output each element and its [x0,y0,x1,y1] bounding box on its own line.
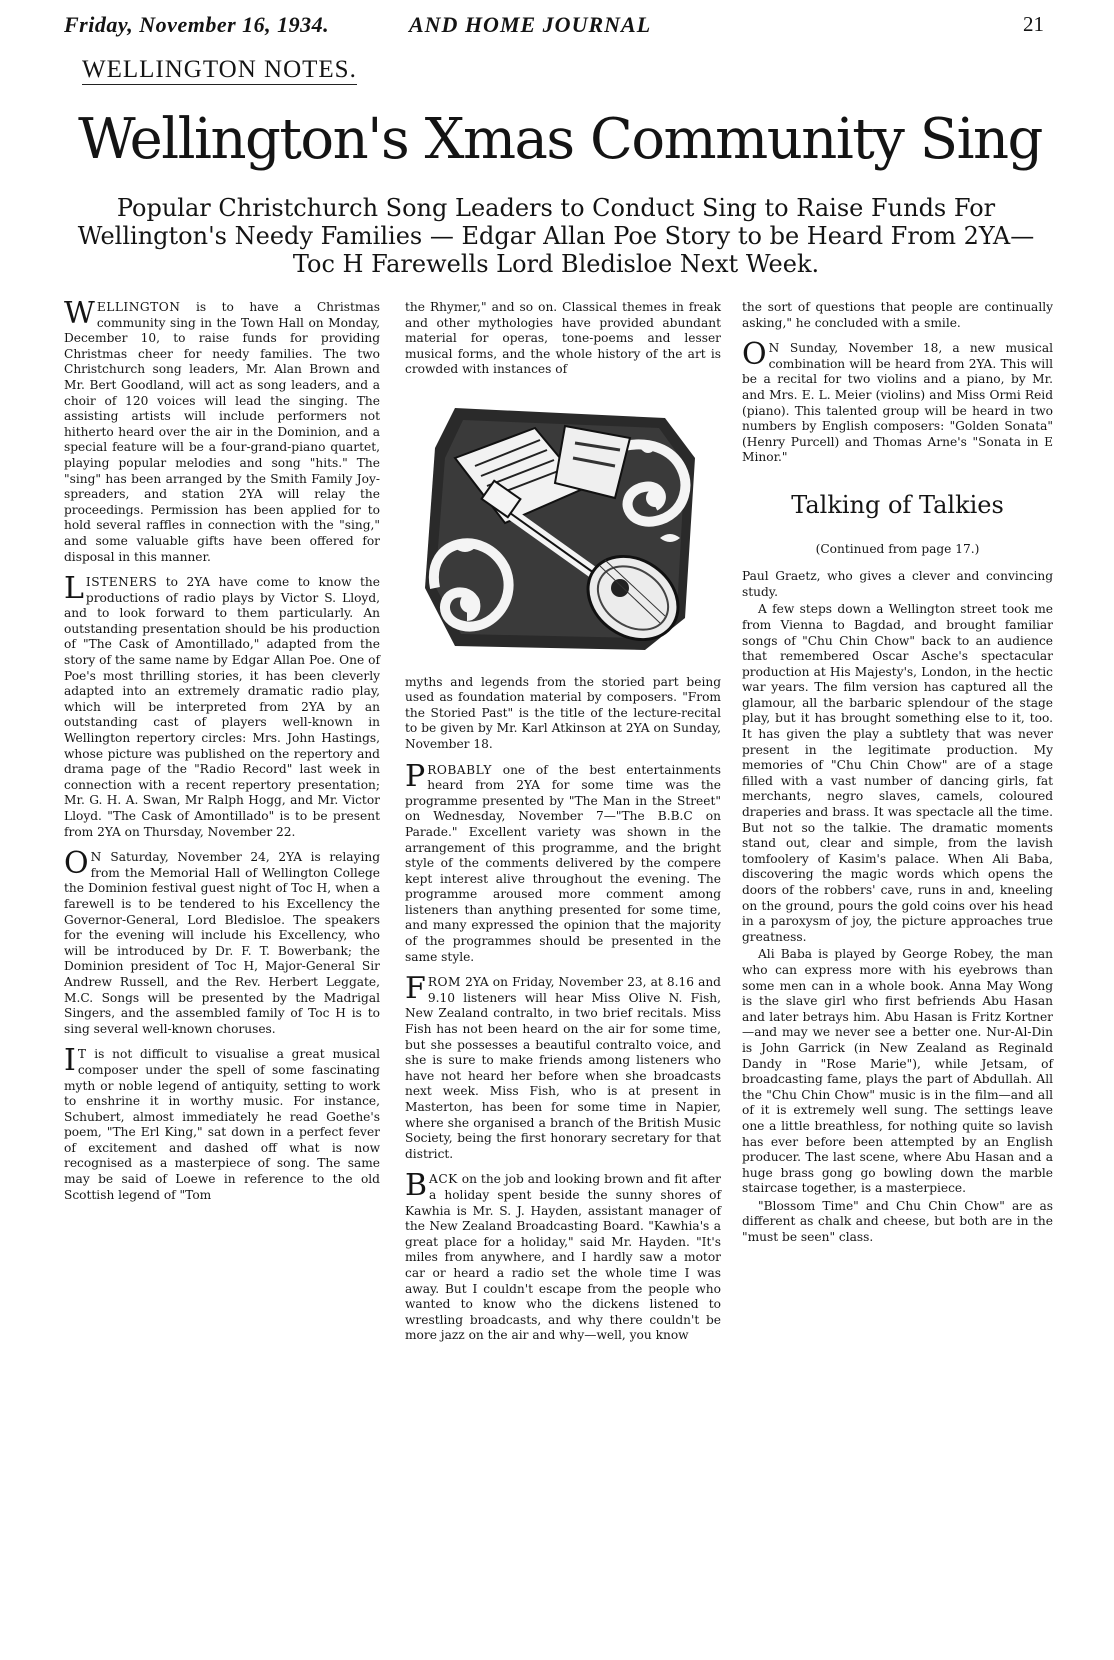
article-paragraph: FROM 2YA on Friday, November 23, at 8.16 and 9.10 listeners will hear Miss Olive N. Fish, New Zealand contralto, in two brief recitals. Miss Fish has not been heard on the air for some time, but she possesses a beautiful contralto voice, and she is sure to make friends among listeners who have not heard her before when she broadcasts next week. Miss Fish, who is at present in Masterton, has been for some time in Napier, where she organised a branch of the British Music Society, being the first honorary secretary for that district. [405,971,721,1161]
drop-cap: O [64,846,89,882]
article-paragraph: LISTENERS to 2YA have come to know the productions of radio plays by Victor S. Lloyd, and to look forward to them particularly. An outstanding presentation should be his production of "The Cask of Amontillado," adapted from the story of the same name by Edgar Allan Poe. One of Poe's most thrilling stories, it has been cleverly adapted into an extremely dramatic radio play, which will be interpreted from 2YA by an outstanding cast of players well-known in Wellington repertory circles: Mrs. John Hastings, whose picture was published on the repertory and drama page of the "Radio Record" last week in connection with a recent repertory presentation; Mr. G. H. A. Swan, Mr Ralph Hogg, and Mr. Victor Lloyd. "The Cask of Amontillado" is to be present from 2YA on Thursday, November 22. [64,571,380,839]
issue-date: Friday, November 16, 1934. [64,12,330,37]
drop-cap: O [742,337,767,373]
article-paragraph: O N Saturday, November 24, 2YA is relaying from the Memorial Hall of Wellington College the Dominion festival guest night of Toc H, when a farewell is to be tendered to his Excellency the Governor-General, Lord Bledisloe. The speakers for the evening will include his Excellency, who will be introduced by Dr. F. T. Bowerbank; the Dominion president of Toc H, Major-General Sir Andrew Russell, and the Rev. Herbert Leggate, M.C. Songs will be presented by the Madrigal Singers, and the assembled family of Toc H is to sing several well-known choruses. [64,846,380,1036]
page-number: 21 [1023,12,1044,36]
continued-from-note: (Continued from page 17.) [815,541,980,556]
article-paragraph: myths and legends from the storied part being used as foundation material by composers. "From the Storied Past" is the title of the lecture-recital to be given by Mr. Karl Atkinson at 2YA on Sunday, November 18. [405,674,721,751]
drop-cap: F [405,971,426,1007]
talking-of-talkies-heading: Talking of Talkies [791,490,1004,519]
article-paragraph: I T is not difficult to visualise a great musical composer under the spell of some fascinating myth or noble legend of antiquity, setting to work to enshrine it in worthy music. For instance, Schubert, almost immediately he read Goethe's poem, "The Erl King," sat down in a perfect fever of excitement and dashed off what is now recognised as a masterpiece of song. The same may be said of Loewe in reference to the old Scottish legend of "Tom [64,1043,380,1202]
article-paragraph: PROBABLY one of the best entertainments heard from 2YA for some time was the programme presented by "The Man in the Street" on Wednesday, November 7—"The B.B.C on Parade." Excellent variety was shown in the arrangement of this programme, and the bright style of the comments delivered by the compere kept interest alive throughout the evening. The programme aroused more comment among listeners than anything presented for some time, and many expressed the opinion that the majority of the programmes should be presented in the same style. [405,758,721,964]
drop-cap: L [64,571,84,607]
headline: Wellington's Xmas Community Sing [78,107,1042,172]
column-3 [742,300,1053,1248]
drop-cap: I [64,1043,76,1079]
column-2 [405,300,721,1354]
running-head [64,12,1044,42]
article-paragraph: A few steps down a Wellington street took me from Vienna to Bagdad, and brought familiar songs of "Chu Chin Chow" back to an audience that remembered Oscar Asche's spectacular production at His Majesty's, London, in the hectic war years. The film version has captured all the glamour, all the barbaric splendour of the stage play, but it has brought something else to it, too. It has given the play a subtlety that was never present in the legitimate production. My memories of "Chu Chin Chow" are of a stage filled with a vast number of dancing girls, fat merchants, negro slaves, camels, coloured draperies and brass. It was spectacle all the time. But not so the talkie. The dramatic moments stand out, clear and simple, from the lavish tomfoolery of Kasim's palace. When Ali Baba, discovering the magic words which opens the doors of the robbers' cave, runs in and, kneeling on the ground, pours the gold coins over his head in a paroxysm of joy, the picture approaches true greatness. [742,602,1053,944]
article-paragraph: WELLINGTON is to have a Christmas community sing in the Town Hall on Monday, December 10, to raise funds for providing Christmas cheer for needy families. The two Christchurch song leaders, Mr. Alan Brown and Mr. Bert Goodland, will act as song leaders, and a choir of 120 voices will lead the singing. The assisting artists will include performers not hitherto heard over the air in the Dominion, and a special feature will be a four-grand-piano quartet, playing popular melodies and song "hits." The "sing" has been arranged by the Smith Family Joy-spreaders, and station 2YA will relay the proceedings. Permission has been applied for to hold several raffles in connection with the "sing," and some valuable gifts have been offered for disposal in this manner. [64,296,380,564]
drop-cap: W [64,296,95,331]
article-paragraph: "Blossom Time" and Chu Chin Chow" are as different as chalk and cheese, but both are in the "must be seen" class. [742,1198,1053,1245]
deck-subheadline: Popular Christchurch Song Leaders to Conduct Sing to Raise Funds For Wellington's Needy Families — Edgar Allan Poe Story to be Heard From 2YA—Toc H Farewells Lord Bledisloe Next Week. [77,194,1035,278]
article-paragraph: Paul Graetz, who gives a clever and convincing study. [742,569,1053,599]
journal-name: AND HOME JOURNAL [409,12,652,37]
drop-cap: B [405,1168,428,1204]
drop-cap: P [405,758,426,794]
article-paragraph: O N Sunday, November 18, a new musical combination will be heard from 2YA. This will be a recital for two violins and a piano, by Mr. and Mrs. E. L. Meier (violins) and Miss Ormi Reid (piano). This talented group will be heard in two numbers by English composers: "Golden Sonata" (Henry Purcell) and Thomas Arne's "Sonata in E Minor." [742,337,1053,465]
column-1 [64,296,380,1213]
article-paragraph: Ali Baba is played by George Robey, the man who can express more with his eyebrows than some men can in a whole book. Anna May Wong is the slave girl who first befriends Abu Hasan and later betrays him. Abu Hasan is Fritz Kortner—and may we never see a better one. Nur-Al-Din is John Garrick (in New Zealand as Reginald Dandy in "Rose Marie"), while Jetsam, of broadcasting fame, plays the part of Abdullah. All the "Chu Chin Chow" music is in the film—and all of it is extremely well sung. The settings leave one a little breathless, for nothing quite so lavish has ever before been attempted by an English producer. The last scene, where Abu Hasan and a huge brass gong go bowling down the marble staircase together, is a masterpiece. [742,947,1053,1196]
section-label: WELLINGTON NOTES. [82,56,357,83]
article-paragraph: the sort of questions that people are continually asking," he concluded with a smile. [742,300,1053,330]
article-paragraph: the Rhymer," and so on. Classical themes in freak and other mythologies have provided abundant material for operas, tone-poems and lesser musical forms, and the whole history of the art is crowded with instances of [405,300,721,377]
article-paragraph: BACK on the job and looking brown and fit after a holiday spent beside the sunny shores of Kawhia is Mr. S. J. Hayden, assistant manager of the New Zealand Broadcasting Board. "Kawhia's a great place for a holiday," said Mr. Hayden. "It's miles from anywhere, and I hardly saw a motor car or heard a radio set the whole time I was away. But I couldn't escape from the people who wanted to know who the dickens listened to wrestling broadcasts, and why there couldn't be more jazz on the air and why—well, you know [405,1168,721,1343]
lute-and-music-scrolls-illustration [415,388,707,660]
